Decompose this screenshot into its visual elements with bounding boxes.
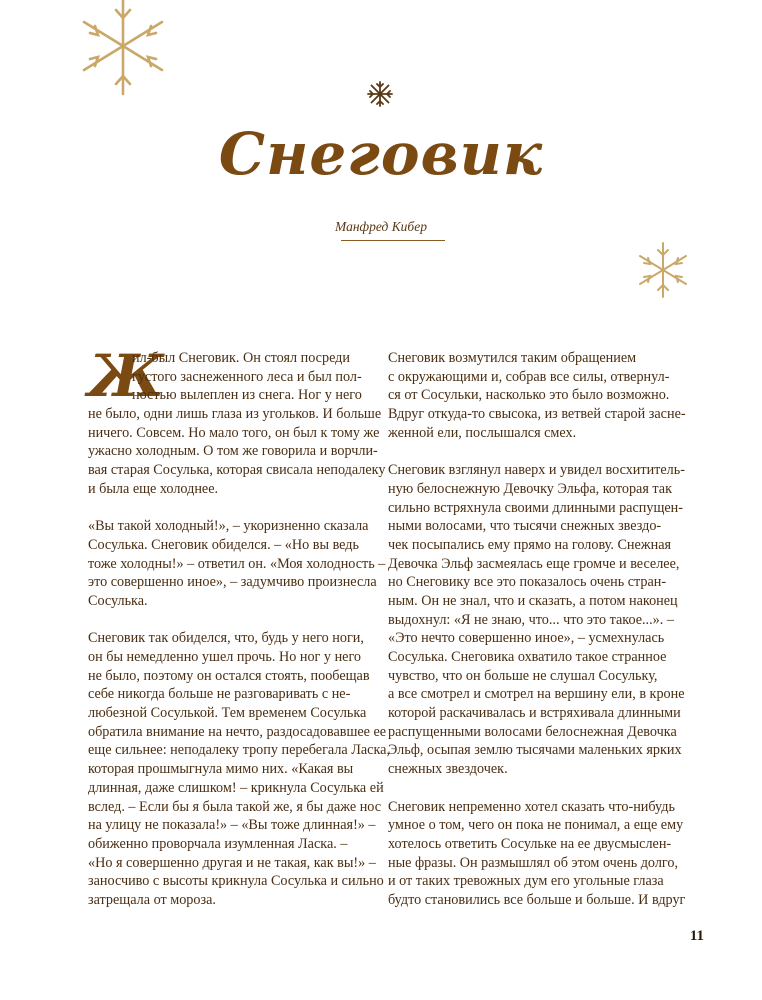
text-line: это совершенно иное», – задумчиво произнесла [88, 574, 377, 591]
text-line: «Это нечто совершенно иное», – усмехнулась [388, 630, 665, 647]
text-line: вая старая Сосулька, которая свисала неподалеку [88, 462, 386, 479]
text-line: Снеговик непременно хотел сказать что-нибудь [388, 798, 675, 815]
paragraph [388, 798, 686, 910]
text-line: и от таких тревожных дум его угольные глаза [388, 873, 664, 890]
text-line: ными волосами, что тысячи снежных звездо- [388, 518, 662, 535]
text-line: Вдруг откуда-то свысока, из ветвей старой засне- [388, 406, 686, 423]
text-line: снежных звездочек. [388, 761, 508, 778]
text-line: густого заснеженного леса и был пол- [132, 368, 362, 385]
text-line: вслед. – Если бы я была такой же, я бы даже нос [88, 798, 382, 815]
text-line: Девочка Эльф засмеялась еще громче и веселее, [388, 555, 680, 572]
text-line: ужасно холодным. О том же говорила и ворчли- [88, 443, 378, 460]
text-line: сильно встряхнула своими длинными распущен- [388, 499, 683, 516]
paragraph [88, 629, 391, 909]
text-line: но Снеговику все это показалось очень стран- [388, 574, 667, 591]
text-line: чек посыпались ему прямо на голову. Снежная [388, 536, 672, 553]
text-line: длинная, даже слишком! – крикнула Сосулька ей [88, 779, 384, 796]
text-line: Сосулька. [88, 592, 148, 609]
text-line: затрещала от мороза. [88, 891, 216, 908]
text-line: на улицу не показала!» – «Вы тоже длинная!» – [88, 817, 376, 834]
author-divider [341, 240, 445, 241]
snowflake-large-icon [78, 0, 168, 96]
text-line: себе никогда больше не разговаривать с не- [88, 686, 351, 703]
text-line: он бы немедленно ушел прочь. Но ног у него [88, 649, 362, 665]
snowflake-medium-icon [638, 242, 688, 298]
page-title: Снеговик [218, 120, 544, 188]
text-line: обратила внимание на нечто, раздосадовавшее ее [88, 723, 387, 740]
text-line: Сосулька. Снеговика охватило такое странное [388, 649, 667, 665]
text-line: ным. Он не знал, что и сказать, а потом наконец [388, 592, 678, 609]
text-line: будто становились все больше и больше. И вдруг [388, 891, 686, 908]
text-line: тоже холодны!» – ответил он. «Моя холодность – [88, 555, 386, 572]
text-line: заносчиво с высоты крикнула Сосулька и сильно [88, 873, 384, 890]
text-line: Снеговик возмутился таким обращением [388, 350, 637, 366]
text-line: распущенными волосами белоснежная Девочка [388, 723, 677, 740]
text-line: «Но я совершенно другая и не такая, как вы!» – [88, 854, 376, 871]
author-name: Манфред Кибер [335, 219, 427, 234]
text-line: которой раскачивалась и встряхивала длинными [388, 705, 681, 722]
story-column-right [388, 349, 686, 910]
text-line: умное о том, чего он пока не понимал, а еще ему [388, 817, 684, 834]
text-line: любезной Сосулькой. Тем временем Сосулька [88, 705, 367, 722]
text-line: с окружающими и, собрав все силы, отвернул- [388, 368, 670, 385]
text-line: которая прошмыгнула мимо них. «Какая вы [88, 761, 354, 778]
text-line: и была еще холоднее. [88, 480, 219, 497]
paragraph [388, 349, 686, 442]
paragraph [88, 349, 386, 499]
text-line: хотелось ответить Сосульке на ее двусмыслен- [388, 835, 672, 852]
text-line: женной ели, послышался смех. [388, 424, 577, 441]
text-line: а все смотрел и смотрел на вершину ели, в кроне [388, 686, 685, 703]
snowflake-small-icon [366, 80, 394, 108]
text-line: ничего. Совсем. Но мало того, он был к тому же [88, 424, 380, 441]
story-column-left [88, 349, 391, 910]
paragraph [388, 461, 685, 779]
text-line: не было, одни лишь глаза из угольков. И больше [88, 406, 382, 423]
page-number: 11 [689, 928, 704, 944]
text-line: не было, поэтому он остался стоять, пообещав [88, 667, 370, 684]
text-line: еще сильнее: неподалеку тропу перебегала Ласка, [88, 742, 391, 759]
text-line: ил-был Снеговик. Он стоял посреди [132, 350, 350, 366]
text-line: Сосулька. Снеговик обиделся. – «Но вы ведь [88, 536, 359, 553]
text-line: Снеговик так обиделся, что, будь у него ноги, [88, 630, 364, 647]
drop-cap: Ж [88, 342, 165, 410]
text-line: ные фразы. Он размышлял об этом очень долго, [388, 854, 679, 871]
text-line: ся от Сосульки, насколько это было возможно. [388, 387, 670, 404]
text-line: Снеговик взглянул наверх и увидел восхититель- [388, 462, 685, 479]
paragraph [88, 517, 386, 610]
text-line: выдохнул: «Я не знаю, что... что это такое...». – [388, 611, 674, 628]
text-line: обиженно проворчала изумленная Ласка. – [88, 835, 348, 852]
text-line: Эльф, осыпая землю тысячами маленьких ярких [388, 742, 682, 759]
text-line: ную белоснежную Девочку Эльфа, которая так [388, 480, 672, 497]
text-line: чувство, что он больше не слушал Сосульку, [388, 667, 658, 684]
text-line: «Вы такой холодный!», – укоризненно сказала [88, 518, 369, 535]
text-line: ностью вылеплен из снега. Ног у него [132, 387, 362, 404]
